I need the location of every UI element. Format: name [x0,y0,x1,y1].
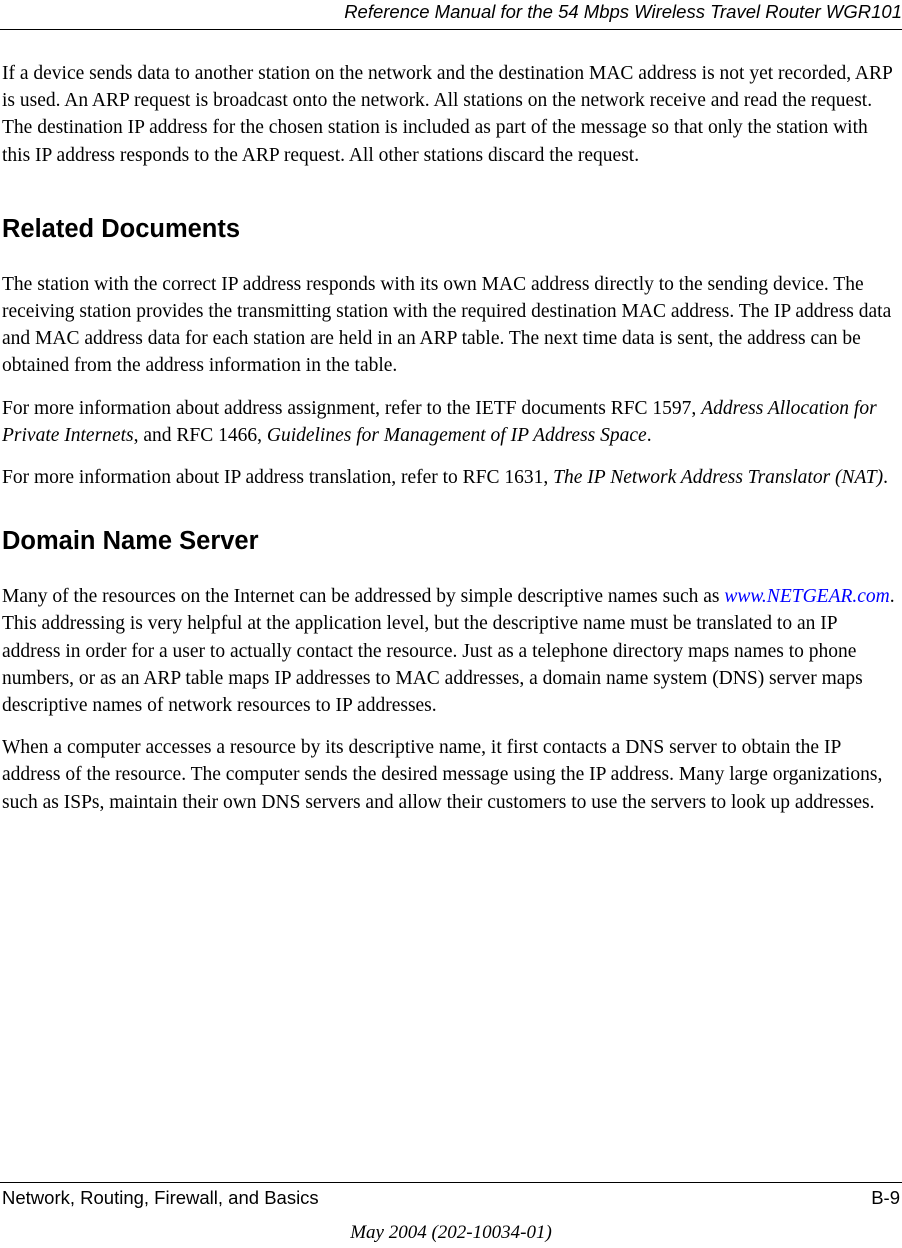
rfc1466-title: Guidelines for Management of IP Address Space [266,424,647,446]
related-documents-paragraph-2 [2,395,900,449]
rfc1631-text: For more information about IP address translation, refer to RFC 1631, [2,467,554,489]
document-body [2,60,900,816]
rfc1597-title: Address Allocation for Private Internets [2,397,877,446]
paragraph-end: . [883,467,888,489]
related-documents-paragraph-3 [2,464,900,491]
footer-date: May 2004 (202-10034-01) [350,1222,552,1243]
arp-paragraph: If a device sends data to another station on the network and the destination MAC address is not yet recorded, ARP is used. An ARP request is broadcast onto the network. All stations on the network receive and read the request. The destination IP address for the chosen station is included as part of the message so that only the station with this IP address responds to the ARP request. All other stations discard the request. [2,63,893,166]
rfc1466-text: , and RFC 1466, [133,424,267,446]
related-documents-heading: Related Documents [2,214,241,243]
related-documents-paragraph-1: The station with the correct IP address responds with its own MAC address directly to the sending device. The receiving station provides the transmitting station with the required destination MAC address. The IP address data and MAC address data for each station are held in an ARP table. The next time data is sent, the address can be obtained from the address information in the table. [2,273,892,377]
dns-explanation-text: . This addressing is very helpful at the application level, but the descriptive name must be translated to an IP address in order for a user to actually contact the resource. Just as a telephone directory maps names to phone numbers, or as an ARP table maps IP addresses to MAC addresses, a domain name system (DNS) server maps descriptive names of network resources to IP addresses. [2,586,895,717]
rfc1597-text: For more information about address assignment, refer to the IETF documents RFC 1597, [2,397,702,419]
dns-paragraph-2: When a computer accesses a resource by its descriptive name, it first contacts a DNS server to obtain the IP address of the resource. The computer sends the desired message using the IP address. Many large organizations, such as ISPs, maintain their own DNS servers and allow their customers to use the servers to look up addresses. [2,737,883,813]
footer-section-title: Network, Routing, Firewall, and Basics [2,1187,319,1208]
paragraph-end: . [646,424,652,446]
dns-paragraph-1 [2,583,900,719]
rfc1631-title: The IP Network Address Translator (NAT) [553,467,884,489]
dns-intro-text: Many of the resources on the Internet can be addressed by simple descriptive names such as [2,586,725,608]
header-divider [0,29,902,30]
netgear-link[interactable]: www.NETGEAR.com [724,586,890,608]
page-header-title: Reference Manual for the 54 Mbps Wireless Travel Router WGR101 [344,1,902,22]
domain-name-server-heading: Domain Name Server [2,527,259,556]
footer-page-number: B-9 [871,1187,900,1208]
footer-divider [0,1182,902,1183]
